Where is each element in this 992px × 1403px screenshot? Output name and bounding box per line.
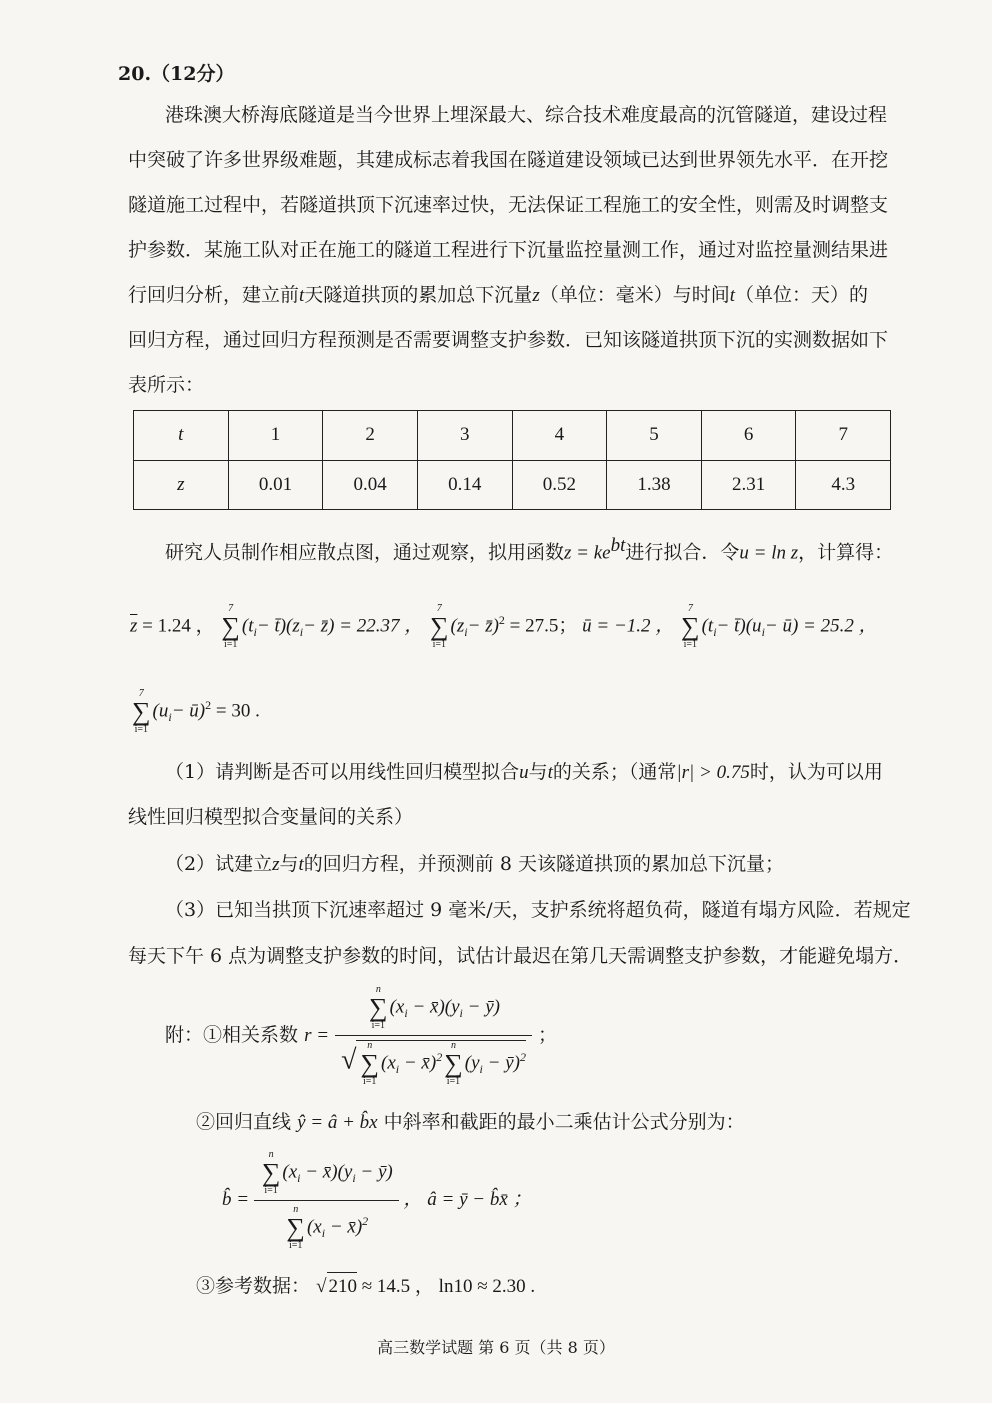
term: − ū) [171,700,206,722]
appendix-label: 附：①相关系数 [165,1024,299,1046]
sum-upper: n [268,1149,274,1161]
intro-line-1: 港珠澳大桥海底隧道是当今世界上埋深最大、综合技术难度最高的沉管隧道，建设过程 [165,104,888,126]
q1-text: 时，认为可以用 [749,761,883,783]
q2-text: 与 [279,853,299,875]
table-cell: 5 [607,411,702,461]
sum-lower: i=1 [223,638,238,650]
table-header-t: t [134,411,229,461]
sum-lower: i=1 [432,638,446,650]
appendix-label: ②回归直线 [196,1111,292,1133]
sum-upper: n [293,1204,299,1216]
table-cell: 1 [228,411,323,461]
ubar-value: ū = −1.2 ， [582,615,675,637]
sum-upper: n [375,984,381,995]
intro-text: （单位：天）的 [735,284,869,306]
sub-i: i [299,625,304,640]
question-2 [165,850,784,879]
var-t: t [547,762,553,783]
term: (z [450,615,465,637]
q1-condition: |r| > 0.75 [676,762,750,783]
stats-line-2: 7 ∑ i=1 ($u_i-$ ū)$^2$ = 30 . [132,687,260,735]
correlation-formula [335,985,532,1087]
sum-lower: i=1 [446,1076,461,1087]
sub-i: i [168,710,172,725]
term: − z̄) = 22.37 ， [303,615,424,637]
term: − z̄) [467,615,499,637]
intro-text: 天隧道拱顶的累加总下沉量 [304,284,533,306]
table-cell: 7 [796,411,891,461]
r-symbol: r = [304,1025,330,1046]
formula-denominator: n ∑ i=1 ($x_i$ − x̄)$^2$ [286,1204,369,1252]
page-footer: 高三数学试题 第 6 页（共 8 页） [377,1338,615,1357]
var-t: t [298,854,304,875]
var-t: t [299,285,305,306]
sum-lower: i=1 [363,1076,377,1087]
sum-symbol: n ∑ i=1 [369,984,388,1031]
sum-upper: 7 [228,602,234,614]
term: = 30 . [215,700,260,722]
question-1-line-2: 线性回归模型拟合变量间的关系） [128,806,414,828]
stats-line: $\overline{z} = 1.24$ ， 7 ∑ i=1 ($t_i-$ $t̄)(z_i-$ z̄) = 22.37 ， 7 ∑ i=1 ($z_i-$ z̄)$^2$ = 27.5； ū = −1.2 ， 7 ∑ i=1 ($t_i-$ $t̄)(u_i-$ ū) = 25.2 ， [130,602,878,650]
sum-symbol: 7 ∑ i=1 [221,602,240,650]
problem-header: 20.（12分） [118,63,235,85]
sum-symbol: n ∑ i=1 [286,1204,305,1252]
appendix-2 [196,1108,745,1137]
sum-symbol: n ∑ i=1 [444,1040,463,1087]
measurement-table [133,410,891,510]
sum-upper: n [367,1040,373,1051]
sum-upper: 7 [436,602,442,614]
table-cell: 0.14 [417,460,512,510]
zbar-value: = 1.24 ， [142,615,215,637]
table-cell: 4 [512,411,607,461]
intro-text: （单位：毫米）与时间 [539,284,730,306]
var-z: z [532,285,540,306]
table-cell: 2.31 [701,460,796,510]
sum-symbol: n ∑ i=1 [261,1149,281,1197]
b-hat: b̂ = [222,1189,250,1210]
formula-denominator: √ n ∑ i=1 ($x_i$ − x̄)$^2$ n ∑ i=1 ($y_i$ − ȳ)$^2$ [341,1040,526,1087]
var-t: t [729,285,736,306]
table-row-t [134,411,891,461]
question-3-line-2: 每天下午 6 点为调整支护参数的时间，试估计最迟在第几天需调整支护参数，才能避免塌方． [128,945,913,967]
table-cell: 6 [701,411,796,461]
term: − t̄)(u [716,615,762,637]
term: = 27.5； [509,615,578,637]
sum-symbol: 7 ∑ i=1 [430,602,449,650]
intro-line-3: 隧道施工过程中，若隧道拱顶下沉速率过快，无法保证工程施工的安全性，则需及时调整支 [128,194,889,216]
q1-text: （1）请判断是否可以用线性回归模型拟合 [165,761,520,783]
sum-lower: i=1 [288,1240,303,1252]
table-cell: 0.01 [228,460,323,510]
term: (t [701,615,714,637]
sum-upper: n [450,1040,456,1051]
appendix-3 [196,1272,535,1301]
q2-text: 的回归方程，并预测前 8 天该隧道拱顶的累加总下沉量； [303,853,784,875]
sqrt-value: 210 [327,1272,358,1301]
intro-line-2: 中突破了许多世界级难题，其建成标志着我国在隧道建设领域已达到世界领先水平．在开挖 [128,149,889,171]
table-cell: 4.3 [796,460,891,510]
regression-line: ŷ = â + b̂x [297,1112,378,1133]
term: (t [241,615,254,637]
sub-i: i [761,625,765,640]
table-cell: 1.38 [607,460,702,510]
intro-line-5 [128,281,868,310]
fit-text: 研究人员制作相应散点图，通过观察，拟用函数 [165,541,565,564]
table-cell: 2 [323,411,418,461]
appendix-text: 中斜率和截距的最小二乘估计公式分别为： [383,1111,745,1133]
appendix-end: ； [538,1024,558,1046]
var-z: z [272,854,280,875]
z-bar: $\overline{z}$ [130,615,138,637]
table-cell: 0.52 [512,460,607,510]
sum-symbol: n ∑ i=1 [360,1040,379,1087]
question-3-line-1: （3）已知当拱顶下沉速率超过 9 毫米/天，支护系统将超负荷，隧道有塌方风险．若规定 [165,899,911,921]
sum-symbol: 7 ∑ i=1 [681,602,700,650]
fit-text: 进行拟合．令 [625,541,740,564]
table-row-z [134,460,891,510]
sub-i: i [253,625,257,640]
fit-text: ，计算得： [798,541,894,564]
sum-lower: i=1 [264,1185,278,1197]
sub-i: i [464,625,468,640]
q2-text: （2）试建立 [165,853,273,875]
intro-line-6: 回归方程，通过回归方程预测是否需要调整支护参数．已知该隧道拱顶下沉的实测数据如下 [128,329,889,351]
appendix-label: ③参考数据： [196,1275,311,1297]
reference-data: √ 210 ≈ 14.5 ， ln10 ≈ 2.30 . [316,1276,535,1297]
fit-line [165,532,893,567]
sub-i: i [713,625,717,640]
least-squares-formulas [222,1150,532,1251]
sum-upper: 7 [138,687,144,699]
intro-line-7: 表所示： [128,374,205,396]
table-cell: 0.04 [323,460,418,510]
term: (u [152,700,169,722]
sum-lower: i=1 [134,723,148,735]
fit-function: z = ke [564,542,611,564]
formula-numerator: n ∑ i=1 ($x_i$ − $x̄)(y_i$ − ȳ) [335,985,532,1036]
term: − t̄)(z [256,615,300,637]
sum-upper: 7 [687,602,693,614]
reference-values: ≈ 14.5 ， ln10 ≈ 2.30 . [361,1276,536,1297]
intercept-formula: ， â = ȳ − b̂x̄ ； [403,1189,532,1210]
substitution: u = ln z [739,542,799,564]
fit-exponent: bt [610,535,626,556]
sum-lower: i=1 [371,1020,386,1031]
q1-text: 的关系；（通常 [552,761,677,783]
slope-formula [254,1150,399,1251]
sum-symbol: 7 ∑ i=1 [132,687,151,735]
sum-lower: i=1 [683,638,698,650]
formula-numerator: n ∑ i=1 ($x_i$ − $x̄)(y_i$ − ȳ) [254,1150,399,1201]
appendix-1 [165,985,557,1087]
intro-text: 行回归分析，建立前 [128,284,300,306]
table-header-z: z [134,460,229,510]
var-u: u [519,762,529,783]
q1-text: 与 [528,761,548,783]
table-cell: 3 [417,411,512,461]
question-1 [165,758,883,787]
intro-line-4: 护参数．某施工队对正在施工的隧道工程进行下沉量监控量测工作，通过对监控量测结果进 [128,239,889,261]
term: − ū) = 25.2 ， [764,615,878,637]
